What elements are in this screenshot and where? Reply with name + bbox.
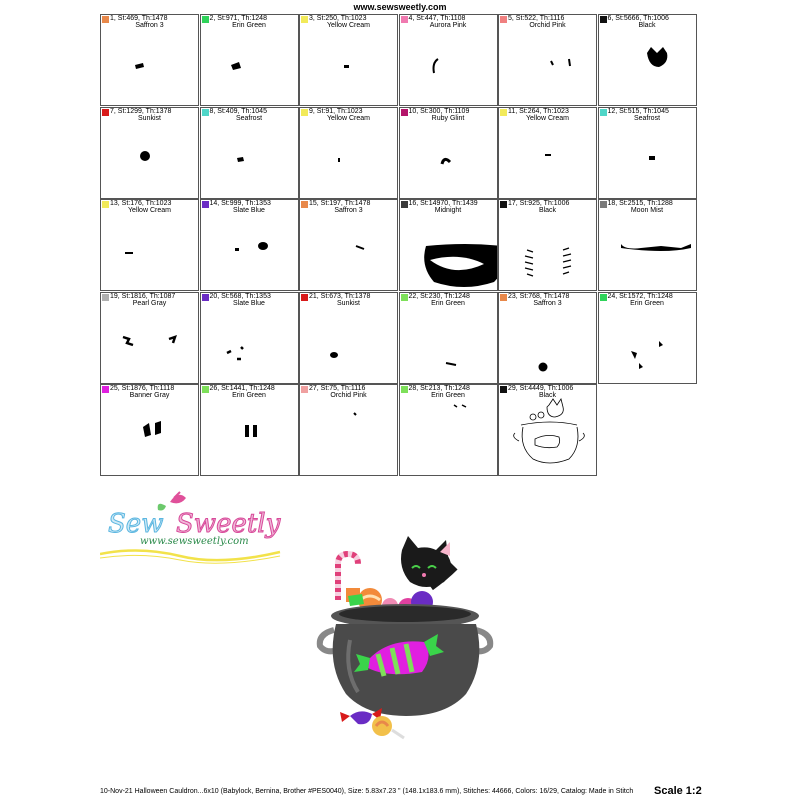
thread-name: Saffron 3 [533, 299, 562, 307]
cell-header: 5, St:522, Th:1116 [508, 15, 565, 22]
thread-name: Banner Gray [129, 392, 170, 399]
thread-name: Black [538, 392, 557, 399]
thread-name: Yellow Cream [327, 22, 370, 29]
cell-header: 14, St:999, Th:1353 [209, 200, 271, 207]
thread-name: Slate Blue [233, 299, 265, 307]
thread-name: Sunkist [138, 114, 161, 122]
stitch-preview [201, 200, 299, 291]
color-cell-13 [100, 199, 199, 291]
cell-header: 12, St:515, Th:1045 [607, 107, 669, 115]
color-cell-20 [200, 292, 299, 384]
stitch-preview [400, 385, 498, 476]
stitch-preview [101, 293, 199, 384]
thread-name: Orchid Pink [529, 22, 566, 29]
cell-header: 26, St:1441, Th:1248 [209, 385, 275, 392]
thread-name: Black [538, 207, 557, 214]
thread-name: Slate Blue [233, 207, 265, 214]
cell-header: 19, St:1816, Th:1087 [110, 292, 176, 300]
color-cell-25 [100, 384, 199, 476]
stitch-preview [201, 108, 299, 199]
color-cell-10 [399, 107, 498, 199]
thread-name: Aurora Pink [429, 22, 467, 29]
stitch-preview [300, 293, 398, 384]
color-cell-26 [200, 384, 299, 476]
color-cell-5 [498, 14, 597, 106]
logo-text-sweetly: Sweetly [176, 509, 281, 539]
thread-name: Erin Green [630, 299, 664, 307]
cell-header: 22, St:230, Th:1248 [408, 292, 470, 300]
color-cell-18 [598, 199, 697, 291]
site-url: www.sewsweetly.com [353, 2, 447, 12]
cell-header: 21, St:673, Th:1378 [309, 292, 371, 300]
thread-name: Saffron 3 [135, 22, 164, 29]
thread-name: Erin Green [431, 299, 465, 307]
thread-name: Erin Green [431, 392, 465, 399]
logo-text-sew: Sew [108, 509, 164, 539]
cell-header: 27, St:75, Th:1116 [309, 385, 366, 392]
cell-header: 6, St:5666, Th:1006 [607, 15, 669, 22]
cell-header: 8, St:409, Th:1045 [209, 107, 267, 115]
color-cell-3 [299, 14, 398, 106]
thread-name: Moon Mist [630, 207, 664, 214]
stitch-preview [101, 15, 199, 106]
color-cell-29 [498, 384, 597, 476]
stitch-preview [201, 15, 299, 106]
thread-name: Erin Green [232, 22, 266, 29]
thread-name: Midnight [434, 207, 462, 214]
stitch-preview [599, 293, 697, 384]
cell-header: 4, St:447, Th:1108 [408, 15, 466, 22]
stitch-preview [499, 385, 597, 476]
cell-header: 17, St:925, Th:1006 [508, 200, 570, 207]
color-cell-15 [299, 199, 398, 291]
stitch-preview [499, 293, 597, 384]
thread-name: Yellow Cream [327, 114, 370, 122]
thread-name: Yellow Cream [526, 114, 569, 122]
cell-header: 2, St:971, Th:1248 [209, 15, 267, 22]
stitch-preview [300, 200, 398, 291]
thread-name: Yellow Cream [128, 207, 171, 214]
cell-header: 28, St:213, Th:1248 [408, 385, 470, 392]
color-cell-17 [498, 199, 597, 291]
logo-url: www.sewsweetly.com [140, 536, 249, 547]
color-cell-28 [399, 384, 498, 476]
stitch-preview [101, 108, 199, 199]
thread-name: Seafrost [235, 114, 263, 122]
cell-header: 7, St:1299, Th:1378 [110, 107, 172, 115]
thread-name: Pearl Gray [132, 299, 167, 307]
color-cell-22 [399, 292, 498, 384]
stitch-preview [400, 200, 498, 291]
color-cell-11 [498, 107, 597, 199]
sew-sweetly-logo [100, 488, 300, 568]
cell-header: 20, St:568, Th:1353 [209, 292, 271, 300]
stitch-preview [101, 385, 199, 476]
halloween-cauldron-artwork [310, 530, 500, 740]
cell-header: 3, St:250, Th:1023 [309, 15, 367, 22]
stitch-preview [400, 108, 498, 199]
cell-header: 15, St:197, Th:1478 [309, 200, 371, 207]
color-cell-12 [598, 107, 697, 199]
stitch-preview [599, 15, 697, 106]
color-cell-19 [100, 292, 199, 384]
cell-header: 23, St:768, Th:1478 [508, 292, 570, 300]
color-cell-9 [299, 107, 398, 199]
color-cell-14 [200, 199, 299, 291]
footer-info: 10-Nov-21 Halloween Cauldron...6x10 (Babylock, Bernina, Brother #PES0040), Size: 5.83x7.23 " (148.1x183.6 mm), Stitches: 44666, Colors: 16/29, Catalog: Made in Stitch [100, 788, 634, 795]
black-cat [401, 536, 454, 587]
cell-header: 25, St:1876, Th:1118 [110, 385, 175, 392]
stitch-preview [201, 293, 299, 384]
cell-header: 18, St:2515, Th:1288 [607, 200, 673, 207]
color-chart-grid [100, 14, 700, 478]
color-cell-27 [299, 384, 398, 476]
stitch-preview [499, 15, 597, 106]
cell-header: 9, St:91, Th:1023 [309, 107, 363, 115]
color-cell-1 [100, 14, 199, 106]
thread-name: Black [638, 22, 656, 29]
thread-name: Orchid Pink [330, 392, 367, 399]
thread-name: Seafrost [633, 114, 661, 122]
stitch-preview [499, 200, 597, 291]
cell-header: 10, St:300, Th:1109 [408, 107, 470, 115]
thread-name: Erin Green [232, 392, 266, 399]
stitch-preview [201, 385, 299, 476]
stitch-preview [300, 385, 398, 476]
color-cell-23 [498, 292, 597, 384]
stitch-preview [300, 15, 398, 106]
scale-label: Scale 1:2 [654, 785, 702, 797]
cell-header: 24, St:1572, Th:1248 [607, 292, 673, 300]
cell-header: 16, St:14970, Th:1439 [408, 200, 478, 207]
color-cell-4 [399, 14, 498, 106]
stitch-preview [599, 108, 697, 199]
color-cell-24 [598, 292, 697, 384]
color-cell-7 [100, 107, 199, 199]
stitch-preview [499, 108, 597, 199]
cell-header: 29, St:4449, Th:1006 [508, 385, 574, 392]
stitch-preview [400, 15, 498, 106]
thread-name: Sunkist [337, 299, 360, 307]
thread-name: Ruby Glint [431, 114, 465, 122]
stitch-preview [599, 200, 697, 291]
cell-header: 11, St:264, Th:1023 [508, 107, 569, 115]
stitch-preview [300, 108, 398, 199]
color-cell-6 [598, 14, 697, 106]
color-cell-16 [399, 199, 498, 291]
stitch-preview [400, 293, 498, 384]
cell-header: 1, St:469, Th:1478 [110, 15, 168, 22]
cell-header: 13, St:176, Th:1023 [110, 200, 172, 207]
thread-name: Saffron 3 [334, 207, 363, 214]
color-cell-2 [200, 14, 299, 106]
stitch-preview [101, 200, 199, 291]
color-cell-21 [299, 292, 398, 384]
color-cell-8 [200, 107, 299, 199]
